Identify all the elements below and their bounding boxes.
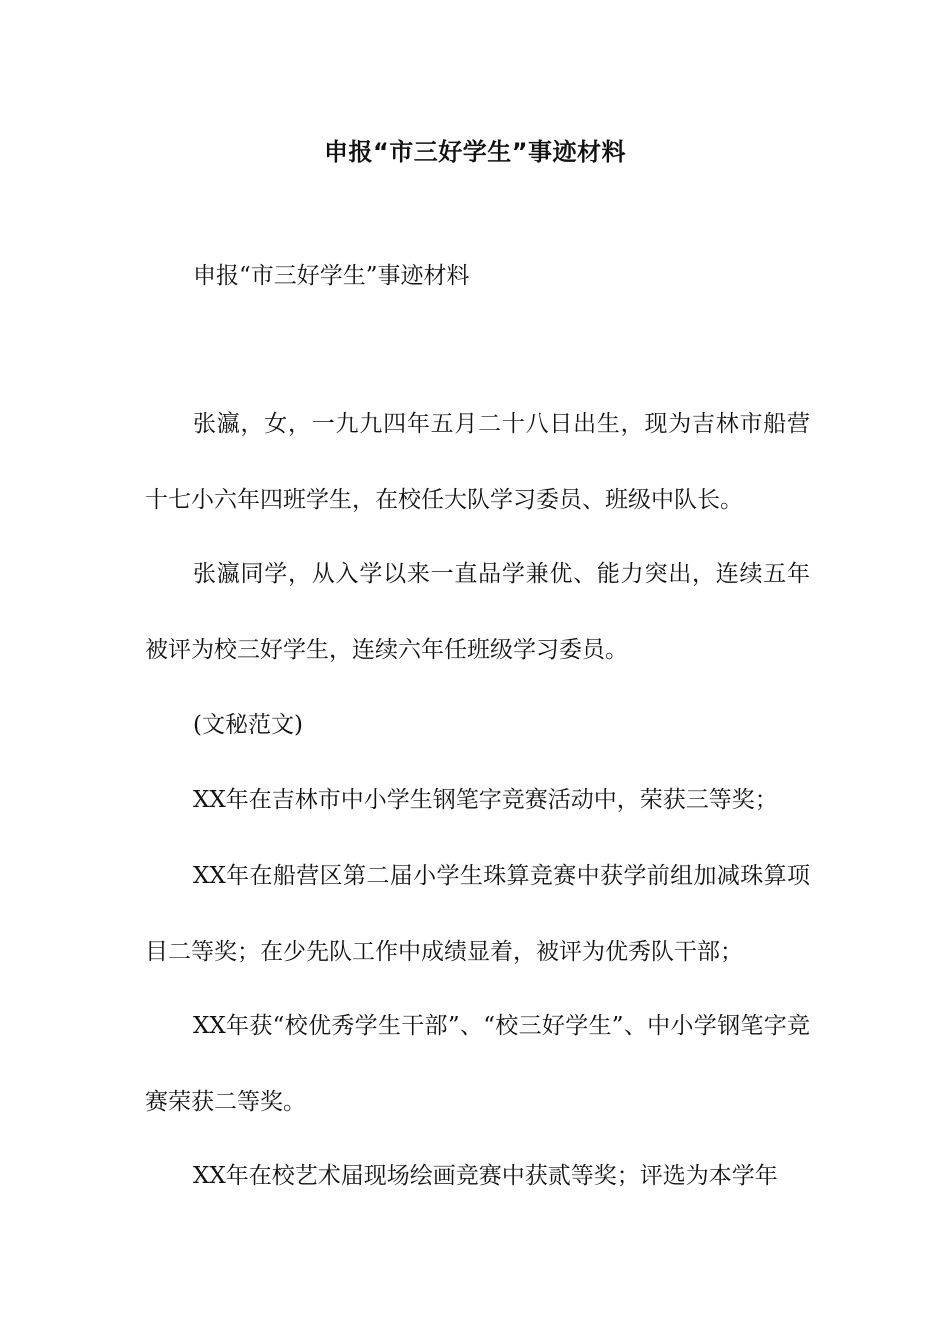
paragraph-award-1: XX年在吉林市中小学生钢笔字竞赛活动中，荣获三等奖； bbox=[193, 787, 778, 813]
paragraph-award-4: XX年在校艺术届现场绘画竞赛中获贰等奖；评选为本学年 bbox=[193, 1163, 778, 1189]
paragraph-intro: 张瀛，女，一九九四年五月二十八日出生，现为吉林市船营十七小六年四班学生，在校任大队学习委员、班级中队长。 bbox=[145, 411, 810, 513]
document-title: 申报“市三好学生”事迹材料 bbox=[323, 138, 627, 166]
paragraph-award-2: XX年在船营区第二届小学生珠算竞赛中获学前组加减珠算项目二等奖；在少先队工作中成绩显着，被评为优秀队干部； bbox=[145, 863, 810, 965]
paragraph-award-3: XX年获“校优秀学生干部”、“校三好学生”、中小学钢笔字竞赛荣获二等奖。 bbox=[145, 1013, 810, 1115]
paragraph-subtitle: 申报“市三好学生”事迹材料 bbox=[193, 263, 470, 289]
paragraph-note: (文秘范文) bbox=[193, 712, 303, 738]
paragraph-summary: 张瀛同学，从入学以来一直品学兼优、能力突出，连续五年被评为校三好学生，连续六年任班级学习委员。 bbox=[145, 561, 810, 663]
